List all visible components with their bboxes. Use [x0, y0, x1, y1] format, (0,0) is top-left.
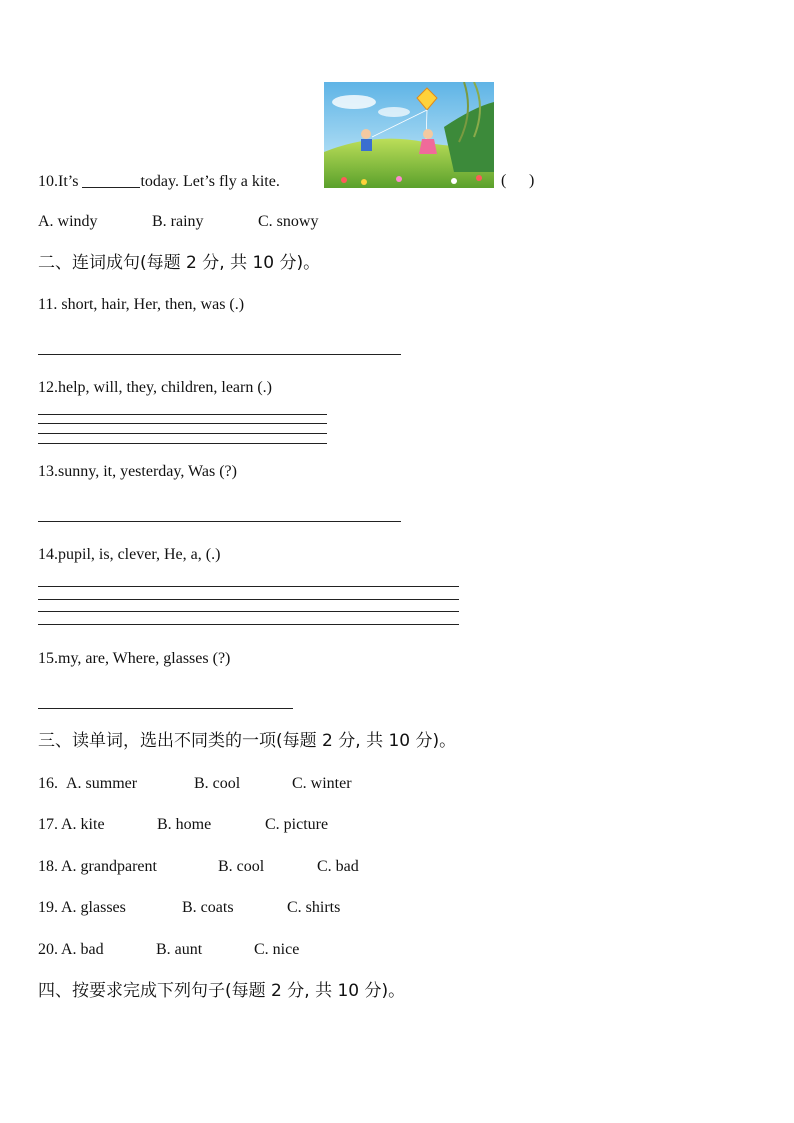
- answer-line[interactable]: [38, 354, 401, 355]
- option-c[interactable]: C. picture: [265, 816, 329, 833]
- answer-line[interactable]: [38, 423, 327, 424]
- option-a[interactable]: A. summer: [66, 775, 138, 792]
- answer-line[interactable]: [38, 624, 459, 625]
- option-a[interactable]: A. kite: [61, 816, 105, 833]
- option-c[interactable]: C. snowy: [258, 213, 319, 230]
- question-number: 10.: [38, 173, 58, 190]
- question-17-number: 17.: [38, 816, 58, 833]
- option-c[interactable]: C. shirts: [287, 899, 341, 916]
- option-c[interactable]: C. winter: [292, 775, 352, 792]
- option-a[interactable]: A. grandparent: [61, 858, 157, 875]
- answer-line[interactable]: [38, 611, 459, 612]
- answer-line[interactable]: [38, 443, 327, 444]
- question-13: 13.sunny, it, yesterday, Was (?): [38, 463, 237, 480]
- kite-illustration: [324, 82, 494, 188]
- answer-blank[interactable]: [82, 173, 140, 188]
- option-b[interactable]: B. home: [157, 816, 212, 833]
- question-text-after: today. Let’s fly a kite.: [140, 173, 280, 190]
- option-b[interactable]: B. coats: [182, 899, 234, 916]
- option-b[interactable]: B. rainy: [152, 213, 204, 230]
- option-a[interactable]: A. windy: [38, 213, 98, 230]
- answer-line[interactable]: [38, 708, 293, 709]
- question-15: 15.my, are, Where, glasses (?): [38, 650, 231, 667]
- answer-paren-open: (: [501, 172, 507, 189]
- answer-line[interactable]: [38, 586, 459, 587]
- section-4-title: 四、按要求完成下列句子(每题 2 分, 共 10 分)。: [38, 981, 406, 1001]
- question-18-number: 18.: [38, 858, 58, 875]
- question-20-number: 20.: [38, 941, 58, 958]
- question-12: 12.help, will, they, children, learn (.): [38, 379, 272, 396]
- answer-line[interactable]: [38, 414, 327, 415]
- question-19-number: 19.: [38, 899, 58, 916]
- answer-paren-close: ): [529, 172, 535, 189]
- question-10: [38, 172, 280, 192]
- section-2-title: 二、连词成句(每题 2 分, 共 10 分)。: [38, 253, 321, 273]
- answer-line[interactable]: [38, 599, 459, 600]
- option-a[interactable]: A. glasses: [61, 899, 126, 916]
- section-3-title: 三、读单词，选出不同类的一项(每题 2 分, 共 10 分)。: [38, 731, 457, 751]
- option-c[interactable]: C. bad: [317, 858, 359, 875]
- question-14: 14.pupil, is, clever, He, a, (.): [38, 546, 221, 563]
- option-a[interactable]: A. bad: [61, 941, 104, 958]
- answer-line[interactable]: [38, 521, 401, 522]
- question-11: 11. short, hair, Her, then, was (.): [38, 296, 245, 313]
- answer-line[interactable]: [38, 433, 327, 434]
- option-c[interactable]: C. nice: [254, 941, 300, 958]
- option-b[interactable]: B. cool: [194, 775, 241, 792]
- option-b[interactable]: B. cool: [218, 858, 265, 875]
- option-b[interactable]: B. aunt: [156, 941, 203, 958]
- question-text-before: It’s: [58, 173, 83, 190]
- question-16-number: 16.: [38, 775, 58, 792]
